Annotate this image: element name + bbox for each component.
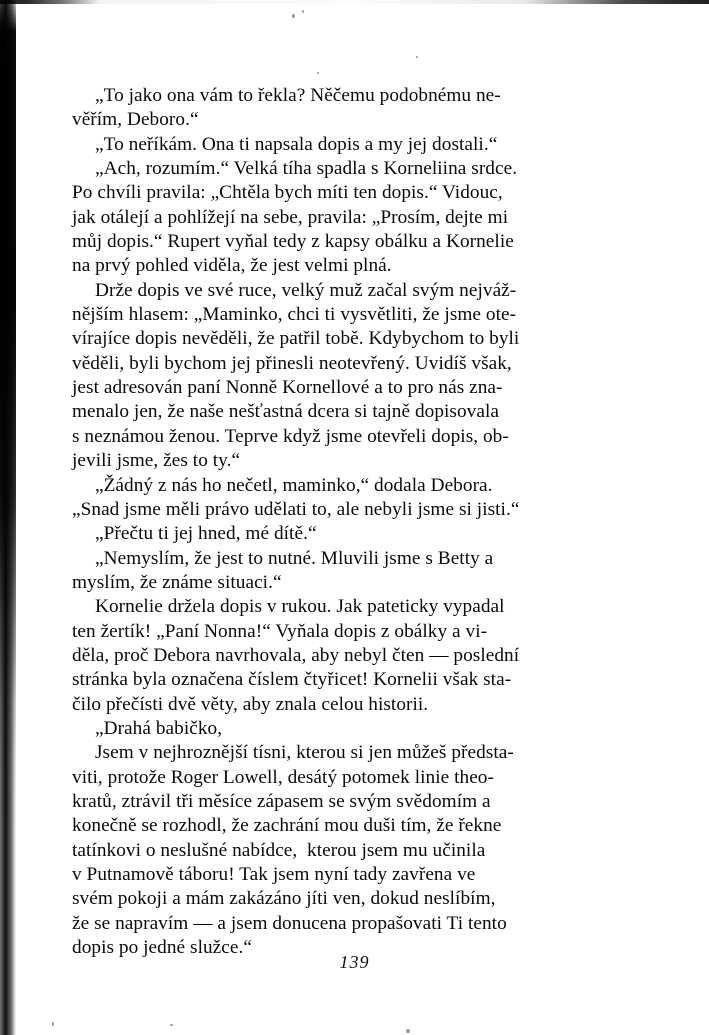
scan-speck bbox=[416, 56, 418, 58]
text-line: že se napravím — a jsem donucena propašovati Ti tento bbox=[72, 912, 507, 934]
text-line: „Nemyslím, že jest to nutné. Mluvili jsme s Betty a bbox=[95, 547, 494, 569]
text-line: vírajíce dopis nevěděli, že patřil tobě. Kdybychom to byli bbox=[72, 328, 520, 350]
text-line: jak otálejí a pohlížejí na sebe, pravila: „Prosím, dejte mi bbox=[72, 206, 509, 228]
scan-speck bbox=[52, 1022, 54, 1026]
text-line: děla, proč Debora navrhovala, aby nebyl čten — poslední bbox=[72, 644, 520, 666]
text-line: v Putnamově táboru! Tak jsem nyní tady zavřena ve bbox=[72, 864, 476, 885]
text-line: věřím, Deboro.“ bbox=[72, 109, 199, 131]
scan-left-gutter-core bbox=[0, 0, 4, 620]
scan-speck bbox=[302, 10, 304, 13]
text-line: „Přečtu ti jej hned, mé dítě.“ bbox=[95, 523, 317, 545]
text-line: viti, protože Roger Lowell, desátý potomek linie theo- bbox=[72, 766, 494, 788]
text-line: stránka byla označena číslem čtyřicet! Kornelii však sta- bbox=[72, 669, 512, 691]
page-text-block bbox=[72, 84, 646, 960]
text-line: „To jako ona vám to řekla? Něčemu podobnému ne- bbox=[95, 85, 501, 106]
text-line: můj dopis.“ Rupert vyňal tedy z kapsy obálku a Kornelie bbox=[72, 231, 514, 253]
scan-speck bbox=[317, 72, 319, 74]
scan-speck bbox=[292, 14, 295, 18]
text-line: Kornelie držela dopis v rukou. Jak pateticky vypadal bbox=[95, 596, 505, 618]
text-line: dopis po jedné služce.“ bbox=[72, 937, 252, 959]
text-line: svém pokoji a mám zakázáno jíti ven, dokud neslíbím, bbox=[72, 888, 496, 910]
text-line: „Žádný z nás ho nečetl, maminko,“ dodala Debora. bbox=[95, 474, 493, 496]
text-line: ten žertík! „Paní Nonna!“ Vyňala dopis z obálky a vi- bbox=[72, 620, 488, 642]
text-line: konečně se rozhodl, že zachrání mou duši tím, že řekne bbox=[72, 815, 502, 837]
text-line: jest adresován paní Nonně Kornellové a to pro nás zna- bbox=[72, 377, 503, 399]
text-line: Po chvíli pravila: „Chtěla bych míti ten dopis.“ Vidouc, bbox=[72, 182, 503, 204]
text-line: „Drahá babičko, bbox=[95, 717, 223, 739]
text-line: Drže dopis ve své ruce, velký muž začal svým nejváž- bbox=[95, 279, 517, 301]
text-line: čilo přečísti dvě věty, aby znala celou historii. bbox=[72, 693, 429, 715]
scan-top-edge-artifact bbox=[0, 0, 709, 4]
page-number: 139 bbox=[339, 952, 370, 972]
text-line: myslím, že známe situaci.“ bbox=[72, 571, 282, 593]
scan-speck bbox=[406, 1029, 410, 1033]
text-line: „To neříkám. Ona ti napsala dopis a my jej dostali.“ bbox=[95, 133, 498, 155]
text-line: „Ach, rozumím.“ Velká tíha spadla s Korneliina srdce. bbox=[95, 158, 518, 180]
text-line: kratů, ztrávil tři měsíce zápasem se svým svědomím a bbox=[72, 790, 491, 812]
text-line: na prvý pohled viděla, že jest velmi plná. bbox=[72, 255, 392, 277]
text-line: nějším hlasem: „Maminko, chci ti vysvětliti, že jsme ote- bbox=[72, 304, 517, 326]
text-line: menalo jen, že naše nešťastná dcera si tajně dopisovala bbox=[72, 401, 499, 423]
text-line: Jsem v nejhroznější tísni, kterou si jen můžeš předsta- bbox=[95, 742, 514, 764]
text-line: „Snad jsme měli právo udělati to, ale nebyli jsme si jisti.“ bbox=[72, 498, 520, 520]
text-line: s neznámou ženou. Teprve když jsme otevřeli dopis, ob- bbox=[72, 425, 509, 447]
text-line: věděli, byli bychom jej přinesli neotevřený. Uvidíš však, bbox=[72, 352, 512, 374]
text-line: tatínkovi o neslušné nabídce, kterou jsem mu učinila bbox=[72, 839, 486, 861]
text-line: jevili jsme, žes to ty.“ bbox=[72, 450, 241, 472]
scan-speck bbox=[170, 1024, 173, 1026]
